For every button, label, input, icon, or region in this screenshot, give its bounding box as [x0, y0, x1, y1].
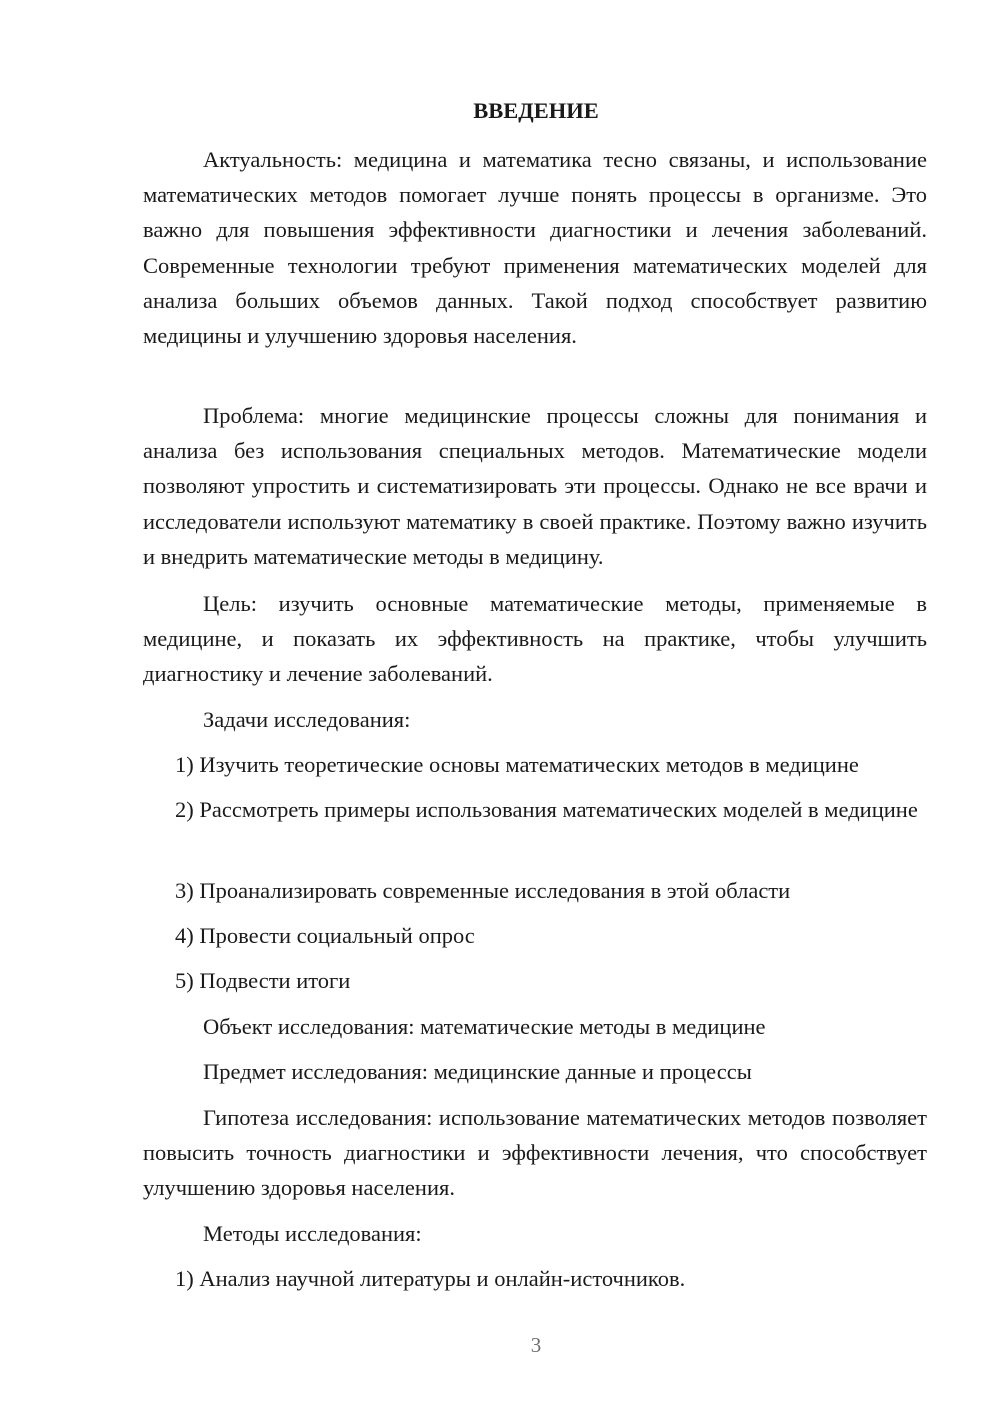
problem-paragraph: Проблема: многие медицинские процессы сложны для понимания и анализа без использования специальных методов. Математические модели позволяют упростить и систематизировать эти процессы. Однако не все врачи и исследователи используют математику в своей практике. Поэтому важно изучить и внедрить математические методы в медицину.: [143, 403, 927, 569]
object-paragraph: Объект исследования: математические методы в медицине: [203, 1014, 766, 1039]
task-item-3: 3) Проанализировать современные исследования в этой области: [175, 878, 791, 903]
subject-paragraph: Предмет исследования: медицинские данные и процессы: [203, 1059, 752, 1084]
section-title: ВВЕДЕНИЕ: [473, 98, 599, 123]
tasks-heading: Задачи исследования:: [203, 707, 411, 732]
task-item-1: 1) Изучить теоретические основы математических методов в медицине: [175, 752, 859, 777]
task-item-4: 4) Провести социальный опрос: [175, 923, 475, 948]
relevance-paragraph: Актуальность: медицина и математика тесно связаны, и использование математических методов помогает лучше понять процессы в организме. Это важно для повышения эффективности диагностики и лечения заболеваний. Современные технологии требуют применения математических моделей для анализа больших объемов данных. Такой подход способствует развитию медицины и улучшению здоровья населения.: [143, 147, 927, 349]
goal-paragraph: Цель: изучить основные математические методы, применяемые в медицине, и показать их эффективность на практике, чтобы улучшить диагностику и лечение заболеваний.: [143, 591, 927, 687]
method-item-1: 1) Анализ научной литературы и онлайн-источников.: [175, 1266, 686, 1291]
methods-heading: Методы исследования:: [203, 1221, 422, 1246]
task-item-2: 2) Рассмотреть примеры использования математических моделей в медицине: [175, 797, 918, 822]
hypothesis-paragraph: Гипотеза исследования: использование математических методов позволяет повысить точность диагностики и эффективности лечения, что способствует улучшению здоровья населения.: [143, 1105, 927, 1201]
task-item-5: 5) Подвести итоги: [175, 968, 351, 993]
page-number: 3: [530, 1333, 542, 1357]
